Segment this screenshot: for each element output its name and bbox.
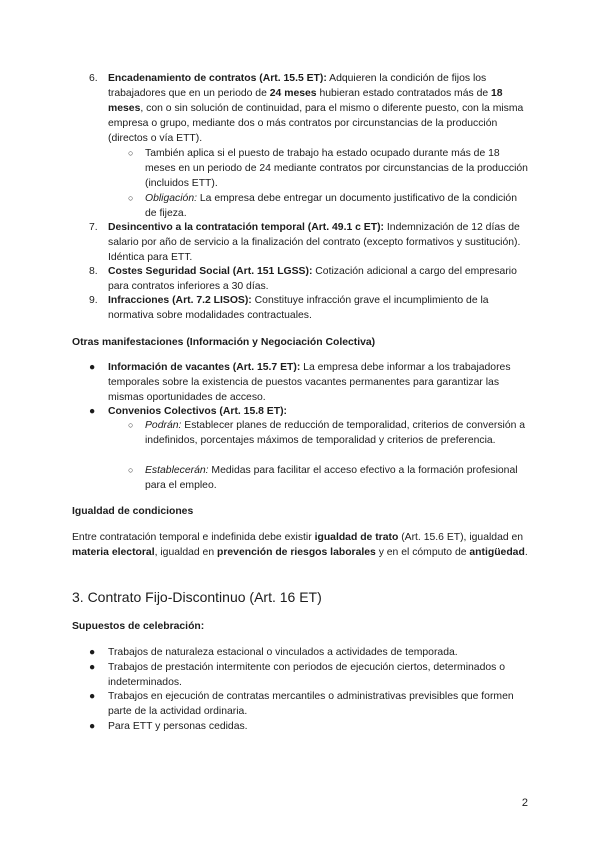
list-number: 9. — [89, 295, 98, 306]
bullet-item-contratas: ● Trabajos en ejecución de contratas mercantiles o administrativas previsibles que formen parte de la actividad ordinaria. — [89, 691, 514, 717]
bullet-item-convenios: ● Convenios Colectivos (Art. 15.8 ET): — [89, 406, 287, 417]
hollow-bullet-icon: ○ — [128, 193, 134, 203]
list-number: 8. — [89, 266, 98, 277]
bullet-item-vacantes: ● Información de vacantes (Art. 15.7 ET): La empresa debe informar a los trabajadores temporales sobre la existencia de puestos vacantes permanentes para garantizar las mismas oportunidades de acceso. — [89, 362, 511, 403]
bullet-icon: ● — [89, 662, 96, 673]
bullet-item-intermitente: ● Trabajos de prestación intermitente con periodos de ejecución ciertos, determinados o indeterminados. — [89, 662, 505, 688]
hollow-bullet-icon: ○ — [128, 465, 134, 475]
sub-item-aplica: ○ También aplica si el puesto de trabajo ha estado ocupado durante más de 18 meses en un periodo de 24 mediante contratos por circunstancias de la producción (incluidos ETT). — [128, 148, 528, 189]
section-heading-igualdad: Igualdad de condiciones — [72, 506, 194, 517]
bullet-icon: ● — [89, 721, 96, 732]
hollow-bullet-icon: ○ — [128, 148, 134, 158]
bullet-icon: ● — [89, 362, 96, 373]
sub-item-estableceran: ○ Establecerán: Medidas para facilitar el acceso efectivo a la formación profesional para el empleo. — [128, 465, 518, 491]
list-number: 7. — [89, 222, 98, 233]
list-item-6: 6. Encadenamiento de contratos (Art. 15.5 ET): Adquieren la condición de fijos los trabajadores que en un periodo de 24 meses hubieran estado contratados más de 18 meses, con o sin solución de continuidad, para el mismo o diferente puesto, con la misma empresa o grupo, mediante dos o más contratos por circunstancias de la producción (directos o vía ETT). — [89, 73, 524, 144]
item-title: Encadenamiento de contratos (Art. 15.5 ET): — [108, 73, 327, 84]
subheading-supuestos: Supuestos de celebración: — [72, 621, 205, 632]
bullet-icon: ● — [89, 691, 96, 702]
section-title-3: 3. Contrato Fijo-Discontinuo (Art. 16 ET) — [72, 589, 322, 605]
list-item-9: 9. Infracciones (Art. 7.2 LISOS): Constituye infracción grave el incumplimiento de la normativa sobre modalidades contractuales. — [89, 295, 489, 321]
sub-item-podran: ○ Podrán: Establecer planes de reducción de temporalidad, criterios de conversión a indefinidos, porcentajes máximos de temporalidad y criterios de preferencia. — [128, 420, 526, 446]
item-title: Costes Seguridad Social (Art. 151 LGSS): — [108, 266, 313, 277]
page-number: 2 — [521, 797, 528, 809]
bullet-icon: ● — [89, 647, 96, 658]
hollow-bullet-icon: ○ — [128, 420, 134, 430]
list-item-7: 7. Desincentivo a la contratación temporal (Art. 49.1 c ET): Indemnización de 12 días de salario por año de servicio a la finalización del contrato (excepto formativos y sustitución). Idéntica para ETT. — [89, 222, 521, 263]
bullet-item-ett: ● Para ETT y personas cedidas. — [89, 721, 248, 732]
bullet-icon: ● — [89, 406, 96, 417]
bullet-item-estacional: ● Trabajos de naturaleza estacional o vinculados a actividades de temporada. — [89, 647, 458, 658]
section-heading-otras: Otras manifestaciones (Información y Negociación Colectiva) — [72, 337, 376, 348]
list-number: 6. — [89, 73, 98, 84]
item-title: Infracciones (Art. 7.2 LISOS): — [108, 295, 252, 306]
item-title: Desincentivo a la contratación temporal (Art. 49.1 c ET): — [108, 222, 385, 233]
list-item-8: 8. Costes Seguridad Social (Art. 151 LGSS): Cotización adicional a cargo del empresario para contratos inferiores a 30 días. — [89, 266, 517, 292]
igualdad-paragraph: Entre contratación temporal e indefinida debe existir igualdad de trato (Art. 15.6 ET), igualdad en materia electoral, igualdad en prevención de riesgos laborales y en el cómputo de antigüedad. — [72, 532, 528, 558]
sub-item-obligacion: ○ Obligación: La empresa debe entregar un documento justificativo de la condición de fijeza. — [128, 193, 517, 219]
